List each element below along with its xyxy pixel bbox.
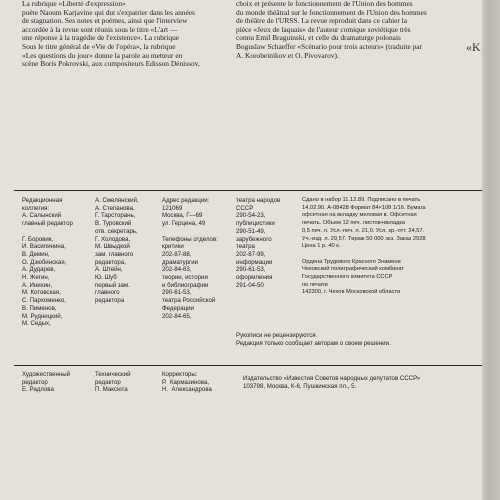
text-line: редактора,: [95, 258, 126, 266]
text-line: Г. Тарсторань,: [95, 212, 136, 220]
text-line: печать. Объем 12 печ. листов+вкладка: [302, 220, 406, 227]
text-line: Цена 1 р. 40 к.: [302, 243, 341, 250]
text-line: главного: [95, 289, 120, 297]
text-line: [302, 251, 426, 259]
text-line: une réponse à la tragédie de l'existence». La rubrique: [22, 33, 180, 43]
text-line: главный редактор: [22, 220, 73, 228]
text-line: Г. Холодова,: [95, 235, 131, 243]
text-line: А. Дударев,: [22, 266, 56, 274]
publisher-credit: [243, 375, 420, 390]
text-line: 202-87-99,: [236, 250, 266, 258]
manuscript-notice: [236, 332, 391, 347]
text-line: П. Максюта: [95, 386, 128, 394]
text-line: СССР: [236, 204, 254, 212]
text-line: театра народов: [236, 197, 281, 204]
text-line: 202-84-65,: [162, 312, 192, 320]
text-line: connu Emil Braguinski, et celle du dramaturge polonais: [236, 33, 401, 43]
text-line: Уч.-изд. л. 29,57. Тираж 50 000 экз. Заказ 2928: [302, 235, 426, 242]
text-line: Ю. Шуб: [95, 274, 117, 282]
text-line: драматургии: [162, 258, 199, 266]
text-line: pièce «Jeux de laquais» de l'auteur comique soviétique très: [236, 24, 411, 34]
text-line: В. Пименов,: [22, 304, 57, 312]
french-summary-left: [22, 0, 242, 69]
text-line: А. Смелянский,: [95, 197, 139, 204]
text-line: информации: [236, 258, 273, 266]
text-line: офсетная на вкладку меловая в. Офсетная: [302, 212, 417, 219]
text-line: Рукописи не рецензируются.: [236, 332, 318, 339]
text-line: Редакция только сообщает авторам о своем решении.: [236, 339, 391, 347]
text-line: 290-61-53,: [162, 289, 192, 297]
text-line: Технический: [95, 371, 131, 378]
text-line: du monde théâtral sur le fonctionnement de l'Union des hommes: [236, 7, 427, 17]
text-line: зарубежного: [236, 235, 272, 243]
text-line: теории, истории: [162, 274, 208, 282]
text-line: 103798, Москва, К-6, Пушкинская пл., 5.: [243, 382, 357, 390]
text-line: А. Штейн,: [95, 266, 123, 274]
text-line: первый зам.: [95, 281, 130, 289]
text-line: Boguslaw Schaeffer «Scénario pour trois acteurs» (traduite par: [236, 41, 423, 51]
text-line: театра Российской: [162, 297, 216, 305]
text-line: 121069: [162, 204, 183, 212]
text-line: Корректоры:: [162, 371, 198, 378]
text-line: публицистики: [236, 220, 275, 228]
text-line: В. Туровский: [95, 220, 132, 228]
page-binding: [482, 0, 500, 500]
text-line: Чеховский полиграфический комбинат: [302, 266, 405, 273]
text-line: Телефоны отделов:: [162, 235, 218, 243]
text-line: 142300, г. Чехов Московской области: [302, 289, 401, 296]
text-line: Издательство «Известия Советов народных депутатов СССР»: [243, 375, 421, 382]
editorial-staff-column: [95, 197, 139, 305]
edge-mark: «K: [466, 40, 481, 54]
text-line: отв. секретарь,: [95, 227, 138, 235]
text-line: 290-54-23,: [236, 212, 266, 220]
text-line: и библиографии: [162, 281, 209, 289]
address-phones-column: [162, 197, 218, 320]
french-summary-right: [236, 0, 466, 60]
text-line: Р. Кармазинова,: [162, 378, 210, 386]
text-line: редактор: [22, 378, 48, 386]
text-line: Г. Боровик,: [22, 235, 54, 243]
text-line: Сдано в набор 11.12.89. Подписано в печать: [302, 197, 421, 203]
text-line: М. Швыдкой: [95, 243, 130, 251]
art-editor-credit: [22, 371, 70, 394]
text-line: poète Naoum Karjavine qui dut s'expatrier dans les années: [22, 7, 195, 17]
text-line: А. Инихин,: [22, 281, 53, 289]
text-line: оформления: [236, 274, 273, 282]
text-line: Государственного комитета СССР: [302, 274, 393, 281]
text-line: scène Boris Pokrovski, aux compositeurs Edisson Dénissov,: [22, 59, 200, 69]
text-line: редактора: [95, 297, 125, 305]
text-line: «Les questions du jour» donne la parole au metteur en: [22, 50, 183, 60]
text-line: La rubrique «Liberté d'expression»: [22, 0, 126, 8]
text-line: 291-04-50: [236, 281, 264, 289]
text-line: И. Василинина,: [22, 243, 66, 251]
text-line: [22, 228, 73, 236]
text-line: [162, 228, 218, 236]
text-line: критики: [162, 243, 184, 251]
text-line: Адрес редакции:: [162, 197, 210, 204]
text-line: М. Седых,: [22, 320, 51, 328]
text-line: О. Дзюбинская,: [22, 258, 67, 266]
text-line: 14.02.90. А-08428 Формат 84×108 1/16. Бумага: [302, 204, 426, 211]
text-line: зам. главного: [95, 250, 134, 258]
text-line: 202-87-88,: [162, 250, 192, 258]
text-line: de théâtre de l'URSS. La revue reproduit dans ce cahier la: [236, 16, 408, 26]
departments-phones-column: [236, 197, 280, 289]
text-line: Н. Александрова: [162, 386, 212, 394]
text-line: choix et présente le fonctionnement de l'Union des hommes: [236, 0, 413, 8]
lower-divider: [14, 365, 484, 366]
text-line: М. Котовская,: [22, 289, 61, 297]
upper-divider: [14, 190, 484, 191]
text-line: редактор: [95, 378, 121, 386]
text-line: М. Рудницкий,: [22, 312, 63, 320]
text-line: Ордена Трудового Красного Знамени: [302, 258, 401, 265]
text-line: по печати: [302, 281, 328, 288]
text-line: de stagnation. Ses notes et poèmes, ainsi que l'interview: [22, 16, 188, 26]
correctors-credit: [162, 371, 212, 394]
text-line: 290-51-49,: [236, 227, 266, 235]
text-line: А. Степанова,: [95, 204, 135, 212]
text-line: Художественный: [22, 371, 71, 378]
text-line: С. Пархоменко,: [22, 297, 67, 305]
text-line: 290-61-53,: [236, 266, 266, 274]
technical-editor-credit: [95, 371, 131, 394]
text-line: коллегия:: [22, 204, 50, 212]
print-info-column: [302, 197, 426, 297]
text-line: Н. Жегин,: [22, 274, 50, 282]
text-line: ул. Герцена, 49: [162, 220, 206, 228]
text-line: Федерации: [162, 304, 194, 312]
editorial-board-column: [22, 197, 73, 328]
text-line: Е. Радлова: [22, 386, 54, 394]
text-line: Москва, Г—69: [162, 212, 203, 220]
text-line: театра: [236, 243, 255, 251]
text-line: accordée à la revue sont réunis sous le titre «L'art —: [22, 24, 178, 34]
text-line: Sous le titre général de «Vie de l'opéra», la rubrique: [22, 41, 176, 51]
text-line: 0,5 печ. л. Усл.-печ. л. 21,0. Усл. кр.-отт. 24,57.: [302, 227, 425, 234]
text-line: 202-84-63,: [162, 266, 192, 274]
text-line: Редакционная: [22, 197, 63, 204]
text-line: А. Салынский: [22, 212, 62, 220]
text-line: В. Демин,: [22, 250, 50, 258]
text-line: A. Korobeinikov et O. Pivovarov).: [236, 50, 339, 60]
